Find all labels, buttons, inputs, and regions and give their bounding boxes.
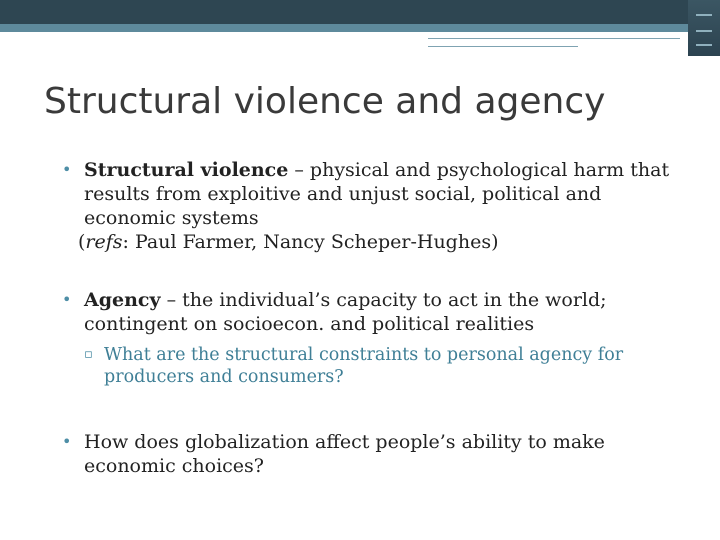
header-band [0, 0, 720, 24]
sub-bullet-text: What are the structural constraints to personal agency for producers and consumers? [104, 345, 624, 387]
bullet-marker: • [62, 160, 72, 179]
term-heading: Agency [84, 289, 161, 311]
term-heading: Structural violence [84, 159, 289, 181]
bullet-structural-violence [62, 158, 682, 254]
sub-bullet-marker: ▫ [84, 347, 93, 362]
bullet-text: How does globalization affect people’s ability to make economic choices? [84, 431, 605, 477]
term-definition: – the individual’s capacity to act in the world; contingent on socioecon. and political realities [84, 289, 607, 335]
references-text: : Paul Farmer, Nancy Scheper-Hughes) [122, 231, 499, 253]
references-open: ( [78, 231, 86, 253]
bullet-agency [62, 288, 682, 336]
bullet-list [62, 158, 682, 478]
references-line [78, 230, 682, 254]
corner-dash [696, 44, 712, 46]
header-stripe [0, 24, 720, 32]
term-definition: – physical and psychological harm that results from exploitive and unjust social, political and economic systems [84, 159, 670, 229]
header-corner-block [688, 0, 720, 56]
slide-title: Structural violence and agency [44, 81, 606, 122]
sub-bullet-structural-constraints [84, 344, 682, 388]
corner-dash [696, 14, 712, 16]
corner-dash [696, 30, 712, 32]
references-label: refs [85, 231, 123, 253]
header-rule [428, 46, 578, 47]
bullet-globalization-question [62, 430, 682, 478]
bullet-marker: • [62, 432, 72, 451]
bullet-marker: • [62, 290, 72, 309]
header-rule [428, 38, 680, 39]
